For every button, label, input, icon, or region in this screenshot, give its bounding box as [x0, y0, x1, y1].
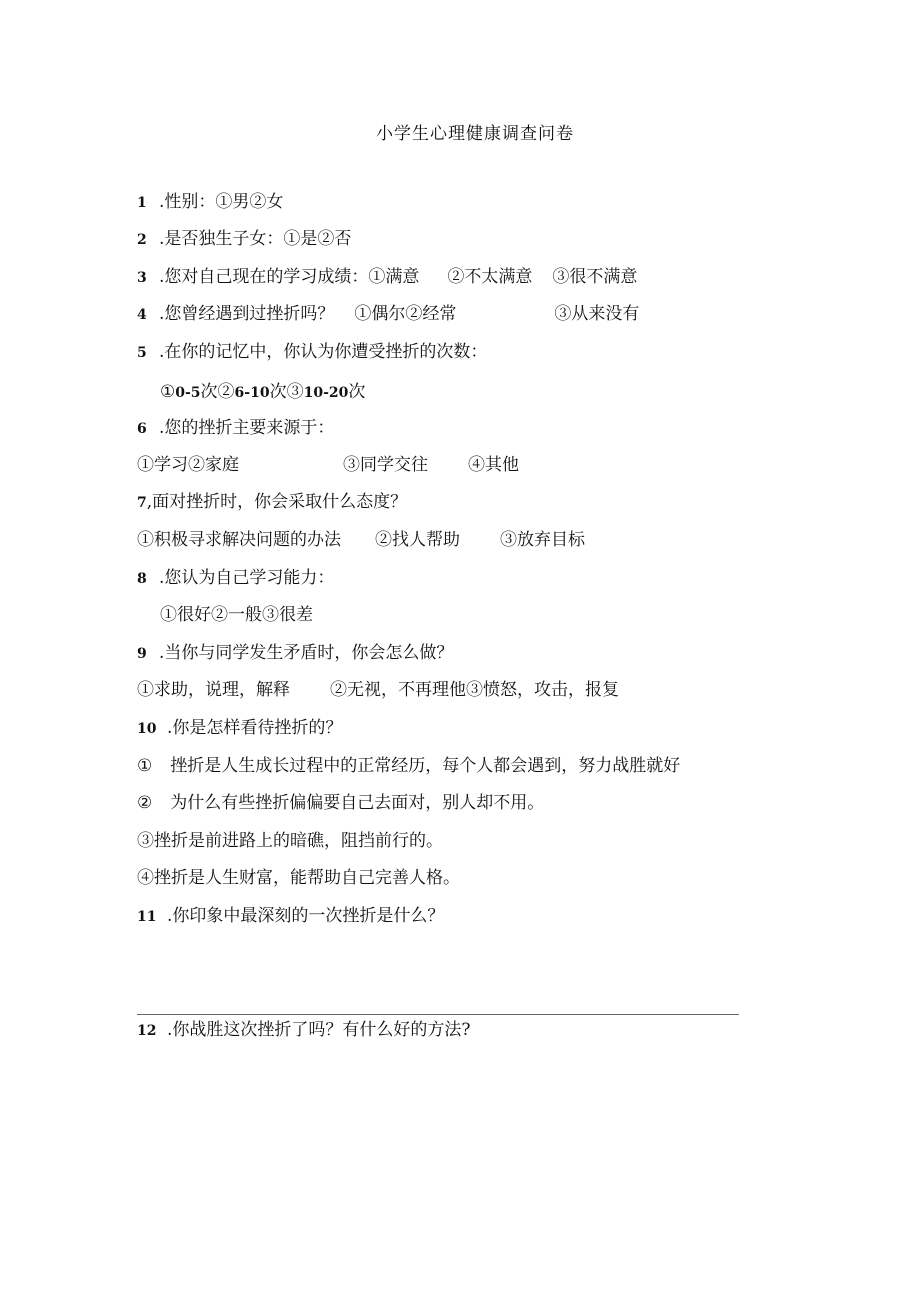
question-6-options	[137, 453, 519, 477]
option-marker: ②	[137, 793, 153, 813]
option-3: ③同学交往	[343, 455, 428, 475]
question-11	[137, 904, 444, 928]
page-title: 小学生心理健康调查问卷	[376, 124, 574, 144]
option-4: ④其他	[468, 455, 519, 475]
option-text: 为什么有些挫折偏偏要自己去面对，别人却不用。	[170, 793, 545, 813]
option-1-marker: ①	[160, 382, 176, 402]
option-2-3: ②无视，不再理他③愤怒，攻击，报复	[330, 680, 619, 700]
question-text: .你印象中最深刻的一次挫折是什么？	[167, 906, 445, 926]
question-text: .您认为自己学习能力：	[159, 568, 335, 588]
option-1-range: 0-5	[175, 385, 201, 401]
question-number: 9	[137, 646, 147, 662]
question-number: 12	[137, 1023, 157, 1039]
option-2: ②找人帮助	[375, 530, 460, 550]
option-1: ①积极寻求解决问题的办法	[137, 530, 341, 550]
options: ①很好②一般③很差	[160, 605, 313, 625]
question-10-option-1	[137, 754, 680, 778]
option-text: ④挫折是人生财富，能帮助自己完善人格。	[137, 868, 460, 888]
question-9	[137, 641, 453, 665]
question-number: 2	[137, 232, 147, 248]
option-1-2: ①偶尔②经常	[354, 304, 457, 324]
option-3-unit: 次	[348, 382, 366, 402]
question-10-option-3	[137, 829, 443, 853]
question-text: ,面对挫折时，你会采取什么态度？	[146, 492, 408, 512]
option-text: ③挫折是前进路上的暗礁，阻挡前行的。	[137, 831, 443, 851]
option-3: ③从来没有	[554, 304, 640, 324]
question-10-option-4	[137, 866, 460, 890]
question-number: 7	[137, 495, 147, 511]
question-7	[137, 490, 407, 514]
option-1-unit: 次	[200, 382, 218, 402]
question-text: .性别：①男②女	[159, 192, 284, 212]
question-number: 10	[137, 721, 157, 737]
question-number: 8	[137, 571, 147, 587]
option-3: ③放弃目标	[500, 530, 585, 550]
question-number: 5	[137, 345, 147, 361]
option-1-2: ①学习②家庭	[137, 455, 239, 475]
question-text: .当你与同学发生矛盾时，你会怎么做？	[159, 643, 454, 663]
question-8-options	[160, 603, 313, 627]
question-number: 1	[137, 195, 147, 211]
question-3	[137, 265, 637, 289]
option-1: ①求助，说理，解释	[137, 680, 290, 700]
question-4	[137, 302, 639, 326]
question-number: 3	[137, 270, 147, 286]
answer-line	[137, 1014, 739, 1015]
question-text: .您的挫折主要来源于：	[159, 418, 335, 438]
question-text: .在你的记忆中，你认为你遭受挫折的次数：	[159, 342, 488, 362]
question-2	[137, 227, 351, 251]
option-text: 挫折是人生成长过程中的正常经历，每个人都会遇到，努力战胜就好	[170, 756, 681, 776]
option-2-marker: ②	[217, 382, 235, 402]
question-5	[137, 340, 487, 364]
question-6	[137, 416, 334, 440]
option-2-range: 6-10	[234, 385, 270, 401]
question-number: 6	[137, 421, 147, 437]
question-text: .你战胜这次挫折了吗？有什么好的方法?	[167, 1020, 471, 1040]
question-1	[137, 190, 283, 214]
option-2-unit: 次	[269, 382, 287, 402]
question-9-options	[137, 678, 619, 702]
question-text: .您对自己现在的学习成绩：①满意	[159, 267, 420, 287]
question-text: .你是怎样看待挫折的？	[167, 718, 343, 738]
question-number: 4	[137, 307, 147, 323]
option-3-range: 10-20	[303, 385, 349, 401]
question-8	[137, 566, 334, 590]
option-3: ③很不满意	[552, 267, 638, 287]
option-3-marker: ③	[286, 382, 304, 402]
option-marker: ①	[137, 756, 153, 776]
question-number: 11	[137, 909, 157, 925]
question-5-options	[160, 380, 365, 404]
question-12	[137, 1018, 471, 1042]
question-10-option-2	[137, 791, 544, 815]
question-10	[137, 716, 342, 740]
question-text: .您曾经遇到过挫折吗？	[159, 304, 335, 324]
question-7-options	[137, 528, 585, 552]
option-2: ②不太满意	[447, 267, 533, 287]
question-text: .是否独生子女：①是②否	[159, 229, 352, 249]
